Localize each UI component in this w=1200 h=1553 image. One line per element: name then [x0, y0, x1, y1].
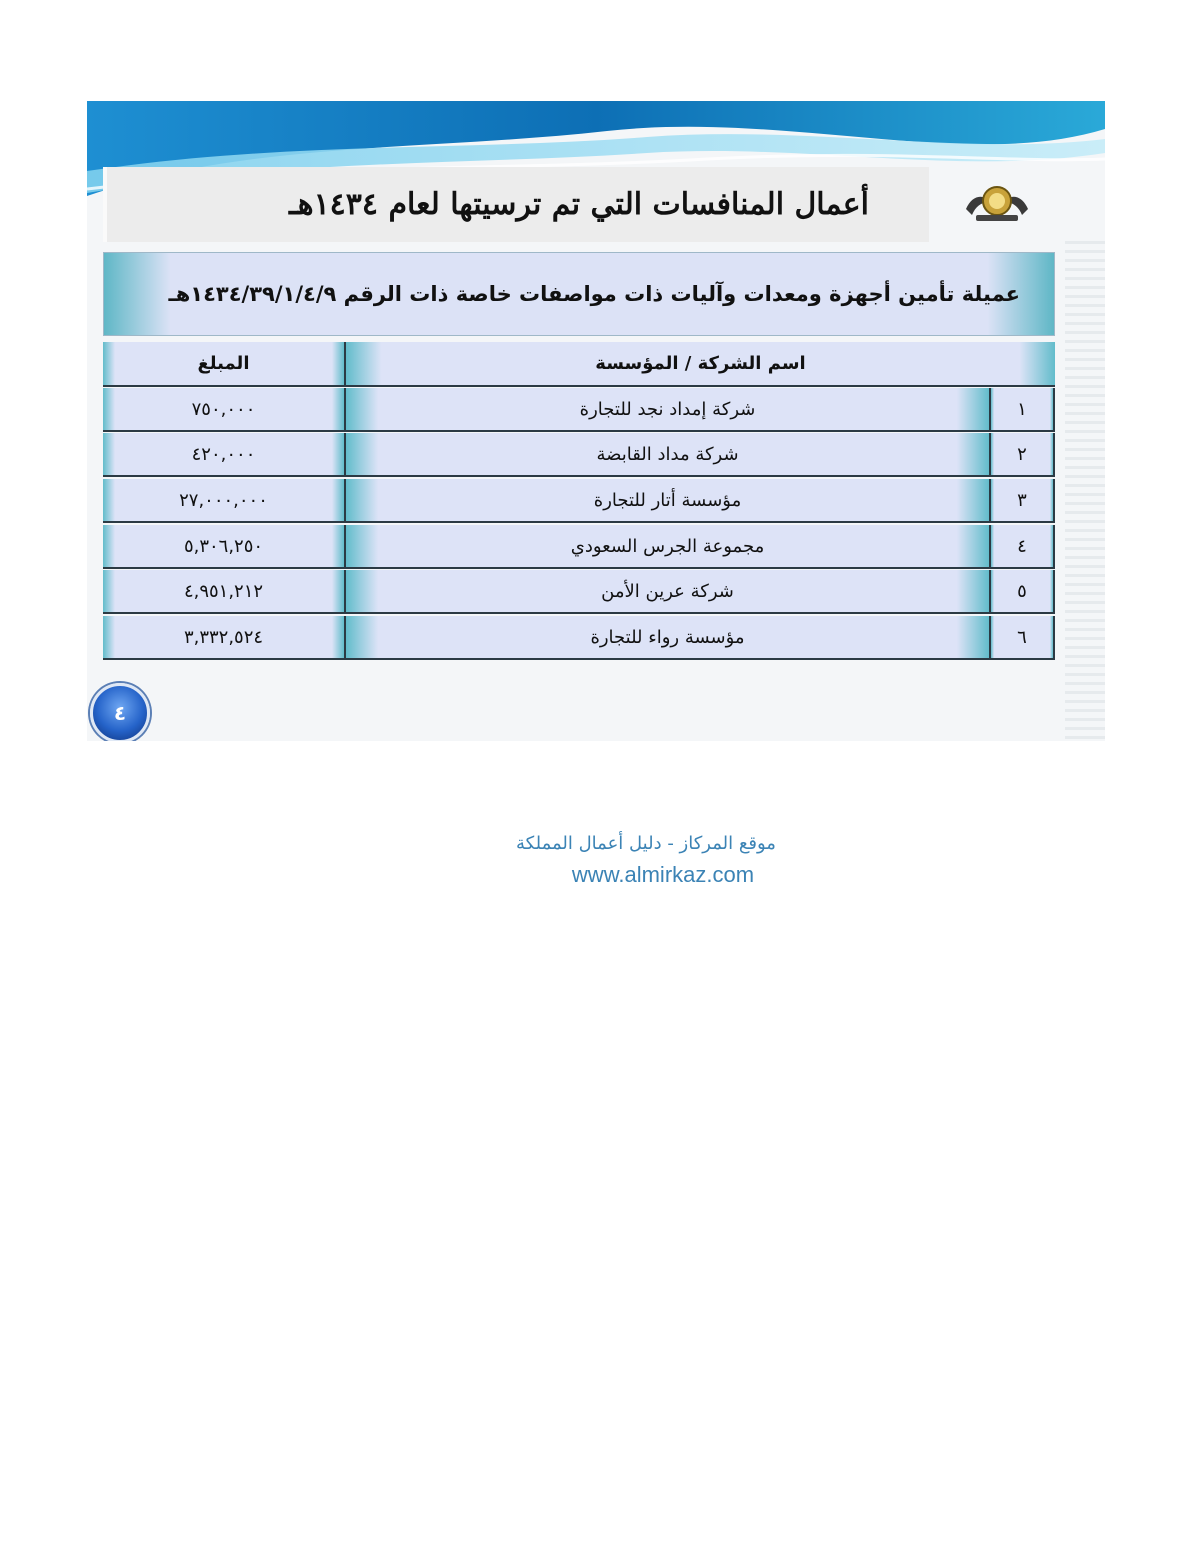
row-number: ٥: [991, 570, 1055, 614]
row-number: ١: [991, 388, 1055, 432]
decorative-texture: [1065, 241, 1105, 741]
footer-site-name: موقع المركاز - دليل أعمال المملكة: [516, 833, 776, 854]
subtitle-bar: [103, 252, 1055, 336]
row-number: ٢: [991, 433, 1055, 477]
name-cell: شركة عرين الأمن: [346, 570, 991, 614]
name-cell: مؤسسة رواء للتجارة: [346, 616, 991, 660]
amount-cell: ٧٥٠,٠٠٠: [103, 388, 346, 432]
amount-cell: ٤٢٠,٠٠٠: [103, 433, 346, 477]
page-number: ٤: [113, 701, 127, 725]
slide: [87, 101, 1105, 741]
row-number: ٣: [991, 479, 1055, 523]
amount-cell: ٤,٩٥١,٢١٢: [103, 570, 346, 614]
name-cell: شركة إمداد نجد للتجارة: [346, 388, 991, 432]
name-cell: مؤسسة أتار للتجارة: [346, 479, 991, 523]
column-header-name: اسم الشركة / المؤسسة: [346, 342, 1055, 387]
row-number: ٦: [991, 616, 1055, 660]
name-cell: شركة مداد القابضة: [346, 433, 991, 477]
footer-url-link[interactable]: www.almirkaz.com: [571, 862, 755, 887]
subtitle: عميلة تأمين أجهزة ومعدات وآليات ذات مواصفات خاصة ذات الرقم ١٤٣٤/٣٩/١/٤/٩هـ: [168, 282, 1020, 306]
name-cell: مجموعة الجرس السعودي: [346, 525, 991, 569]
emblem-logo-icon: [962, 179, 1032, 225]
page-title-box: [103, 167, 929, 242]
amount-cell: ٥,٣٠٦,٢٥٠: [103, 525, 346, 569]
page-number-badge: [90, 683, 150, 741]
amount-cell: ٢٧,٠٠٠,٠٠٠: [103, 479, 346, 523]
page-title: أعمال المنافسات التي تم ترسيتها لعام ١٤٣٤هـ: [288, 187, 869, 222]
amount-cell: ٣,٣٣٢,٥٢٤: [103, 616, 346, 660]
column-header-amount: المبلغ: [103, 342, 346, 387]
row-number: ٤: [991, 525, 1055, 569]
